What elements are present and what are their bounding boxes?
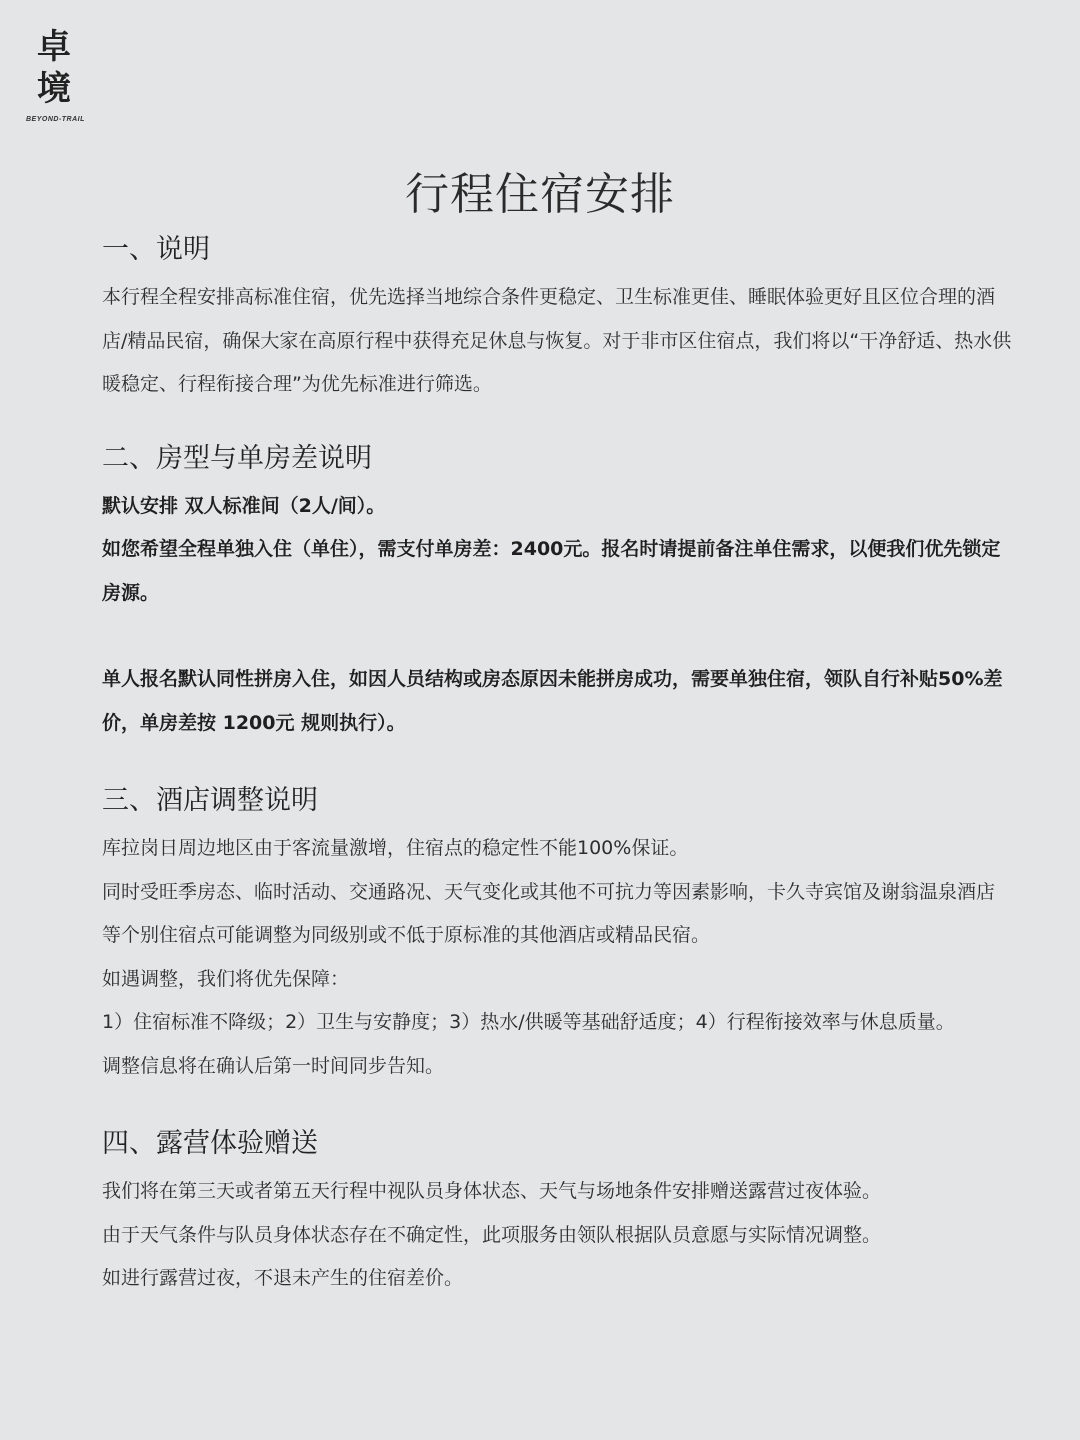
section-explanation (102, 228, 1012, 407)
section-room-type (102, 437, 1012, 746)
section-heading: 四、露营体验赠送 (102, 1128, 318, 1159)
logo-char-1: 卓 (37, 27, 71, 67)
page-title: 行程住宿安排 (405, 169, 675, 221)
section-paragraph: 如您希望全程单独入住（单住），需支付单房差：2400元。报名时请提前备注单住需求，以便我们优先锁定房源。 (102, 538, 1001, 604)
section-paragraph: 单人报名默认同性拼房入住，如因人员结构或房态原因未能拼房成功，需要单独住宿，领队自行补贴50%差价，单房差按 1200元 规则执行）。 (102, 668, 1003, 734)
section-paragraph: 如进行露营过夜，不退未产生的住宿差价。 (102, 1267, 464, 1289)
section-paragraph: 调整信息将在确认后第一时间同步告知。 (102, 1054, 445, 1077)
section-paragraph: 由于天气条件与队员身体状态存在不确定性，此项服务由领队根据队员意愿与实际情况调整。 (102, 1223, 882, 1246)
logo-subtitle: BEYOND-TRAIL (26, 116, 85, 123)
section-camping (102, 1122, 1012, 1301)
section-heading: 一、说明 (102, 234, 210, 265)
section-heading: 二、房型与单房差说明 (102, 442, 372, 474)
logo-char-2: 境 (37, 69, 71, 109)
section-heading: 三、酒店调整说明 (102, 785, 318, 816)
section-paragraph: 1）住宿标准不降级；2）卫生与安静度；3）热水/供暖等基础舒适度；4）行程衔接效率与休息质量。 (102, 1011, 955, 1033)
brand-logo (26, 26, 85, 123)
section-paragraph: 默认安排 双人标准间（2人/间）。 (102, 494, 386, 517)
document-body (102, 228, 1012, 1301)
section-paragraph: 同时受旺季房态、临时活动、交通路况、天气变化或其他不可抗力等因素影响，卡久寺宾馆及谢翁温泉酒店等个别住宿点可能调整为同级别或不低于原标准的其他酒店或精品民宿。 (102, 880, 996, 946)
section-paragraph: 本行程全程安排高标准住宿，优先选择当地综合条件更稳定、卫生标准更佳、睡眠体验更好且区位合理的酒店/精品民宿，确保大家在高原行程中获得充足休息与恢复。对于非市区住宿点，我们将以“干净舒适、热水供暖稳定、行程衔接合理”为优先标准进行筛选。 (102, 286, 1012, 395)
section-hotel-adjustment (102, 779, 1012, 1088)
section-paragraph: 如遇调整，我们将优先保障： (102, 967, 350, 990)
section-paragraph: 我们将在第三天或者第五天行程中视队员身体状态、天气与场地条件安排赠送露营过夜体验。 (102, 1180, 882, 1202)
section-paragraph: 库拉岗日周边地区由于客流量激增，住宿点的稳定性不能100%保证。 (102, 837, 689, 859)
